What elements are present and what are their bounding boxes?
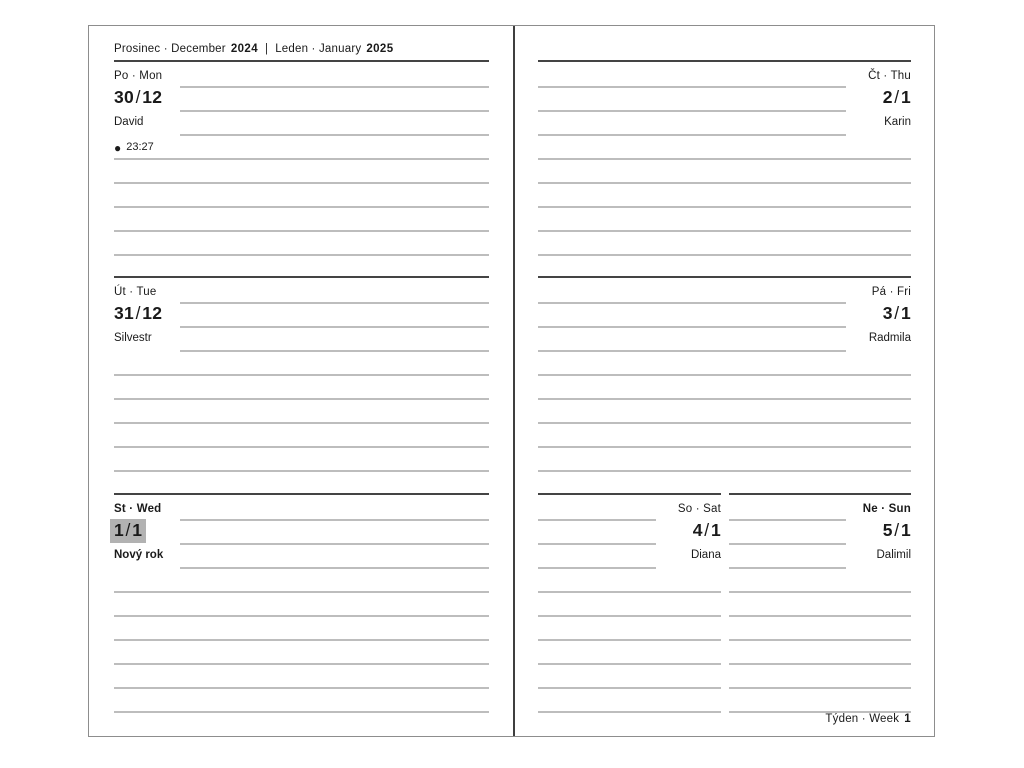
ruled-line: [114, 182, 489, 184]
ruled-line: [538, 567, 656, 569]
day-cell-saturday: [538, 493, 721, 738]
day-of-week-label: St · Wed: [114, 503, 162, 515]
day-cell-wednesday: [114, 493, 489, 738]
ruled-line: [114, 374, 489, 376]
nameday-label: Diana: [690, 549, 721, 561]
day-cell-friday: [538, 276, 911, 493]
date-day: 3: [882, 303, 893, 323]
ruled-line: [729, 567, 846, 569]
ruled-line: [114, 422, 489, 424]
date-day: 1: [114, 520, 125, 540]
today-date-highlight: [110, 519, 146, 543]
right-page: [538, 26, 911, 736]
date-month: 12: [142, 303, 163, 323]
ruled-line: [180, 86, 489, 88]
ruled-line: [114, 591, 489, 593]
day-of-week-label: Po · Mon: [114, 70, 163, 82]
day-of-week-label: Ne · Sun: [862, 503, 911, 515]
day-of-week-label: Pá · Fri: [871, 286, 911, 298]
ruled-line: [538, 687, 721, 689]
ruled-line: [114, 446, 489, 448]
ruled-line: [114, 230, 489, 232]
day-of-week-label: So · Sat: [677, 503, 721, 515]
ruled-line: [114, 639, 489, 641]
day-of-week-label: Út · Tue: [114, 286, 157, 298]
date-label: [114, 87, 162, 107]
date-month: 1: [900, 303, 911, 323]
ruled-line: [538, 302, 846, 304]
ruled-line: [538, 470, 911, 472]
planner-spread: [88, 25, 935, 737]
ruled-line: [114, 158, 489, 160]
ruled-line: [538, 230, 911, 232]
ruled-line: [114, 663, 489, 665]
ruled-line: [538, 158, 911, 160]
ruled-line: [114, 711, 489, 713]
date-label: [883, 520, 911, 540]
moon-time-label: 23:27: [126, 141, 154, 153]
ruled-line: [180, 350, 489, 352]
ruled-line: [114, 398, 489, 400]
ruled-line: [538, 182, 911, 184]
ruled-line: [114, 470, 489, 472]
ruled-line: [538, 86, 846, 88]
date-label: [114, 303, 162, 323]
date-slash: /: [894, 87, 900, 107]
ruled-line: [538, 519, 656, 521]
ruled-line: [538, 446, 911, 448]
week-label: Týden · Week: [825, 713, 900, 725]
date-slash: /: [704, 520, 710, 540]
ruled-line: [114, 615, 489, 617]
date-month: 1: [900, 87, 911, 107]
date-slash: /: [135, 87, 141, 107]
day-cell-sunday: [729, 493, 911, 738]
year-left-label: 2024: [230, 43, 258, 55]
ruled-line: [538, 663, 721, 665]
ruled-line: [114, 687, 489, 689]
ruled-line: [538, 374, 911, 376]
ruled-line: [538, 254, 911, 256]
ruled-line: [729, 543, 846, 545]
date-label: [883, 87, 911, 107]
month-right-label: Leden · January: [275, 43, 362, 55]
ruled-line: [538, 206, 911, 208]
date-day: 30: [114, 87, 135, 107]
nameday-label: David: [114, 116, 144, 128]
ruled-line: [114, 254, 489, 256]
ruled-line: [729, 615, 911, 617]
date-label: [693, 520, 721, 540]
ruled-line: [538, 711, 721, 713]
ruled-line: [538, 543, 656, 545]
nameday-label: Silvestr: [114, 332, 152, 344]
ruled-line: [538, 639, 721, 641]
ruled-line: [538, 326, 846, 328]
ruled-line: [180, 134, 489, 136]
date-slash: /: [135, 303, 141, 323]
nameday-label: Dalimil: [876, 549, 911, 561]
weekend-row: [538, 493, 911, 738]
ruled-line: [180, 110, 489, 112]
ruled-line: [180, 326, 489, 328]
date-label: [114, 520, 146, 540]
left-page: [114, 26, 489, 736]
ruled-line: [729, 639, 911, 641]
date-month: 12: [142, 87, 163, 107]
holiday-label: Nový rok: [114, 549, 164, 561]
date-day: 4: [692, 520, 703, 540]
date-month: 1: [900, 520, 911, 540]
ruled-line: [538, 350, 846, 352]
ruled-line: [729, 663, 911, 665]
header-separator: |: [265, 43, 269, 55]
date-slash: /: [894, 303, 900, 323]
date-label: [883, 303, 911, 323]
day-cell-tuesday: [114, 276, 489, 493]
date-day: 2: [882, 87, 893, 107]
ruled-line: [538, 398, 911, 400]
ruled-line: [538, 591, 721, 593]
ruled-line: [729, 687, 911, 689]
week-number-footer: [825, 713, 911, 725]
day-cell-thursday: [538, 60, 911, 276]
ruled-line: [729, 519, 846, 521]
ruled-line: [180, 543, 489, 545]
date-month: 1: [132, 520, 143, 540]
ruled-line: [114, 206, 489, 208]
center-gutter-divider: [513, 26, 515, 736]
nameday-label: Radmila: [868, 332, 911, 344]
ruled-line: [180, 519, 489, 521]
date-slash: /: [125, 520, 131, 540]
ruled-line: [180, 302, 489, 304]
ruled-line: [538, 615, 721, 617]
day-cell-monday: [114, 60, 489, 276]
moon-phase-row: [114, 141, 154, 154]
month-header: [114, 43, 394, 55]
ruled-line: [729, 591, 911, 593]
year-right-label: 2025: [366, 43, 394, 55]
date-day: 31: [114, 303, 135, 323]
ruled-line: [538, 422, 911, 424]
date-month: 1: [710, 520, 721, 540]
month-left-label: Prosinec · December: [114, 43, 226, 55]
ruled-line: [538, 110, 846, 112]
new-moon-icon: ●: [114, 140, 122, 155]
nameday-label: Karin: [884, 116, 911, 128]
date-day: 5: [882, 520, 893, 540]
date-slash: /: [894, 520, 900, 540]
day-of-week-label: Čt · Thu: [868, 70, 911, 82]
ruled-line: [538, 134, 846, 136]
ruled-line: [180, 567, 489, 569]
week-number: 1: [904, 713, 911, 725]
